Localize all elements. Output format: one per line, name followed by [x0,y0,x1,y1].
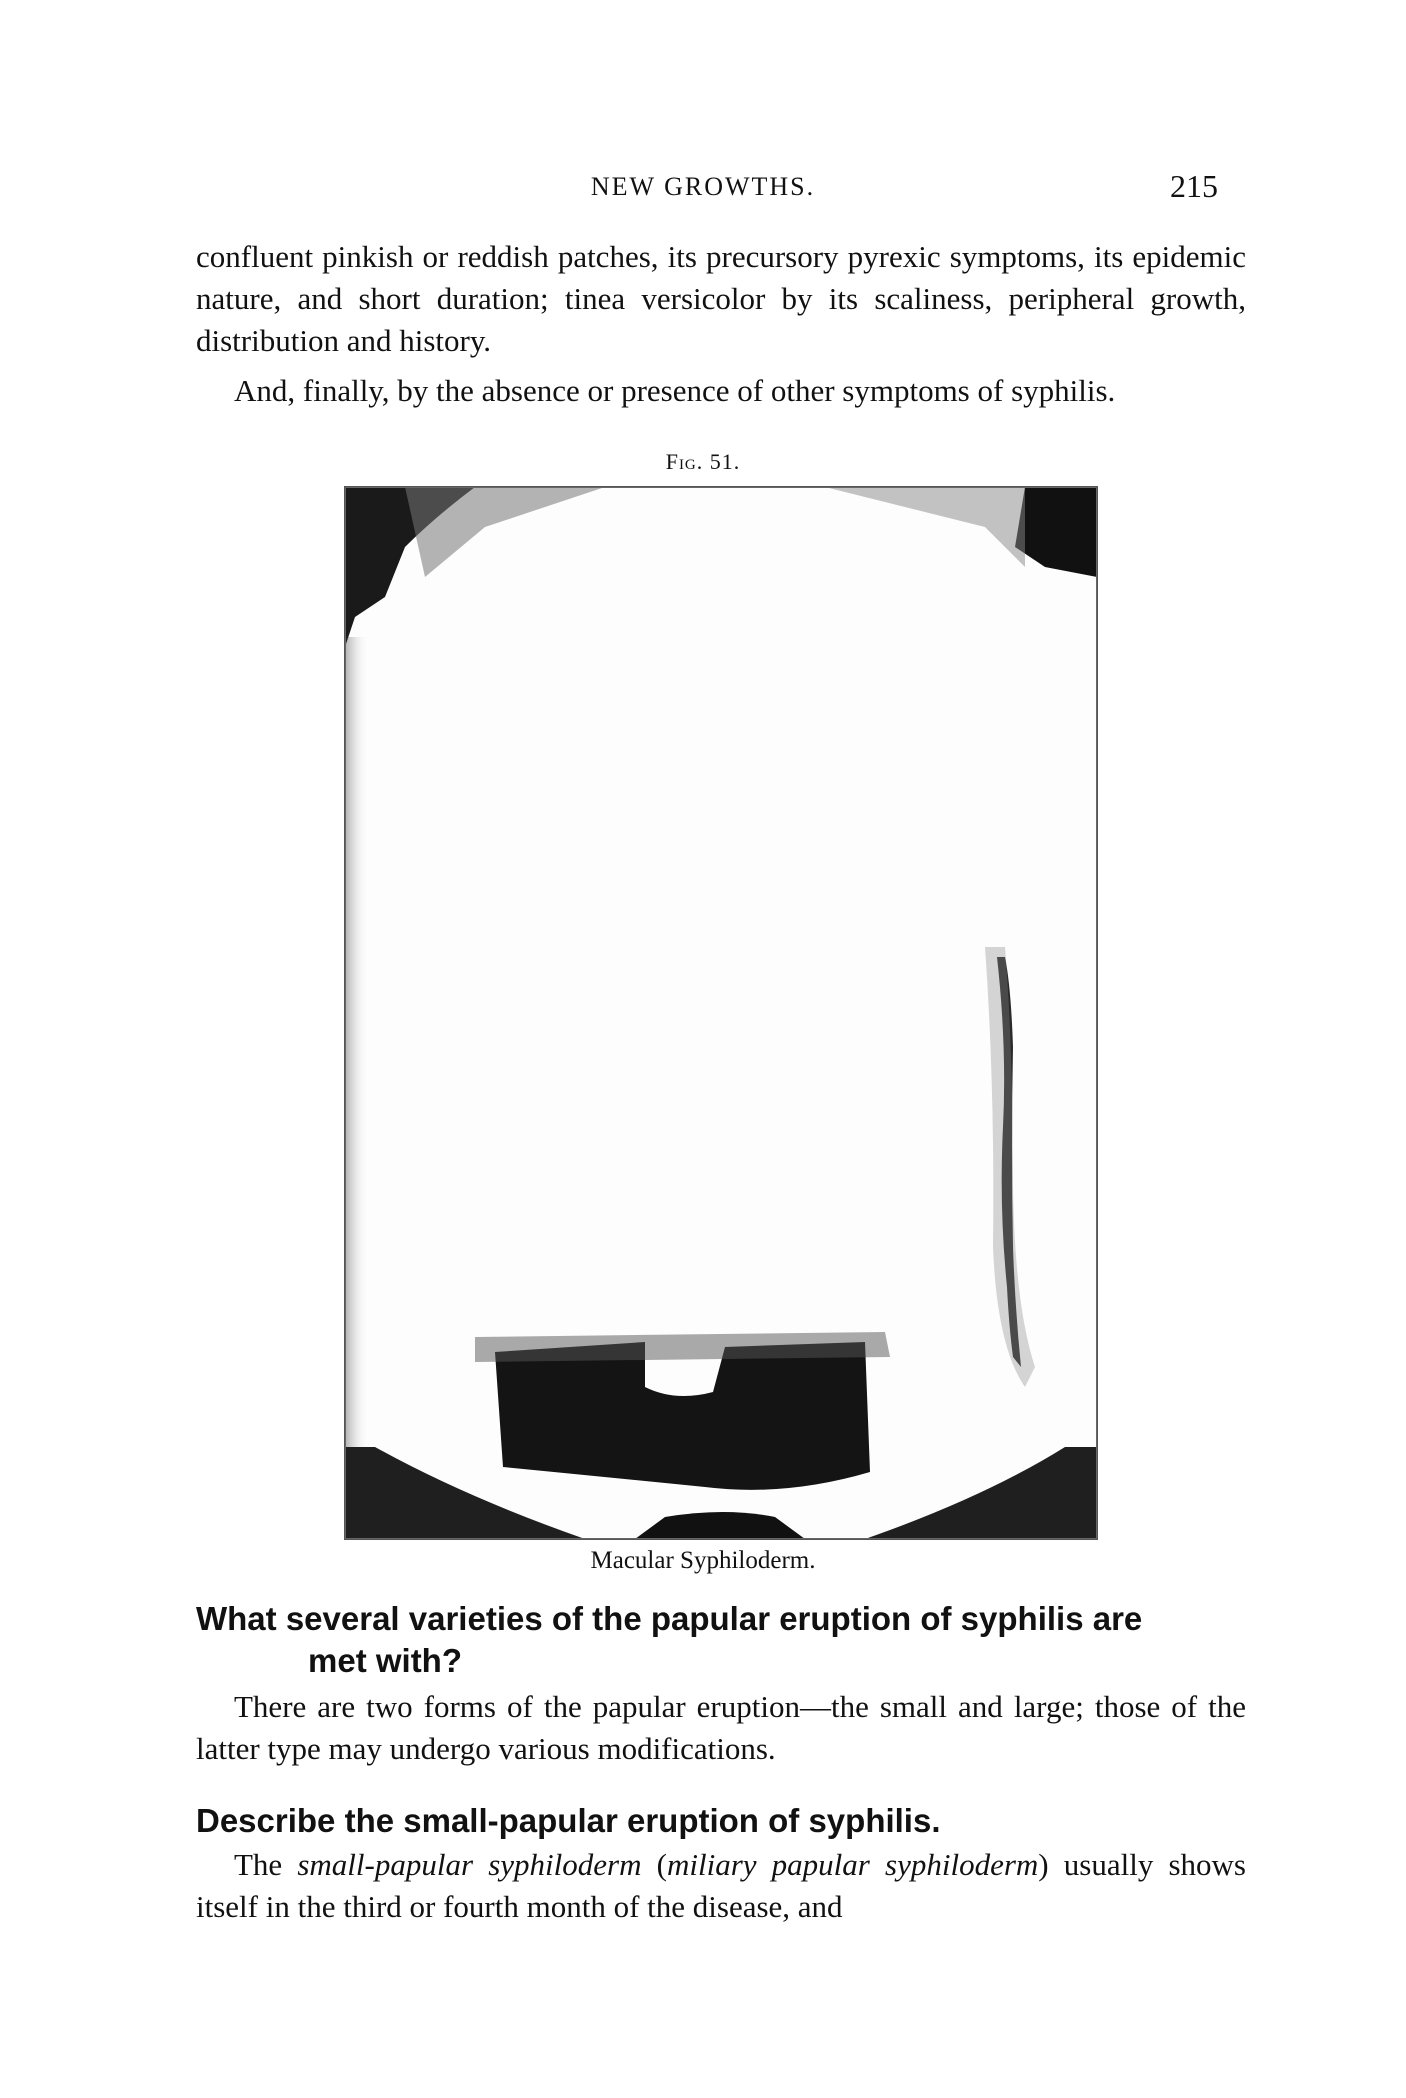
answer-papular-varieties: There are two forms of the papular eruption—the small and large; those of the latter type may undergo various modifications. [196,1689,1246,1766]
macular-syphiloderm-photo [345,487,1097,1539]
answer-text-end: ) usually shows itself in the third or fourth month of the disease, and [196,1847,1246,1924]
question-papular-varieties [196,1598,1256,1682]
answer-small-papular [196,1844,1246,1928]
dark-garment-haze [475,1332,890,1362]
answer-text-start: The [234,1847,298,1882]
shadow-left-edge [345,637,369,1497]
term-miliary-papular-syphiloderm: miliary papular syphiloderm [666,1847,1039,1882]
figure-caption: Macular Syphiloderm. [590,1547,816,1574]
paragraph-differential: confluent pinkish or reddish patches, its precursory pyrexic symptoms, its epidemic nature, and short duration; tinea versicolor by its scaliness, peripheral growth, distribution and history. [196,239,1246,358]
answer-paren-open: ( [641,1847,667,1882]
figure-label: Fig. 51. [665,449,741,474]
question-line-2: met with? [308,1642,462,1679]
figure-photograph [344,486,1098,1540]
running-title: NEW GROWTHS. [590,172,816,201]
term-small-papular-syphiloderm: small-papular syphiloderm [297,1847,642,1882]
paragraph-finally: And, finally, by the absence or presence of other symptoms of syphilis. [234,373,1116,408]
page-number: 215 [1170,168,1218,204]
question-small-papular: Describe the small-papular eruption of syphilis. [196,1802,941,1839]
question-line-1: What several varieties of the papular eruption of syphilis are [196,1600,1143,1637]
